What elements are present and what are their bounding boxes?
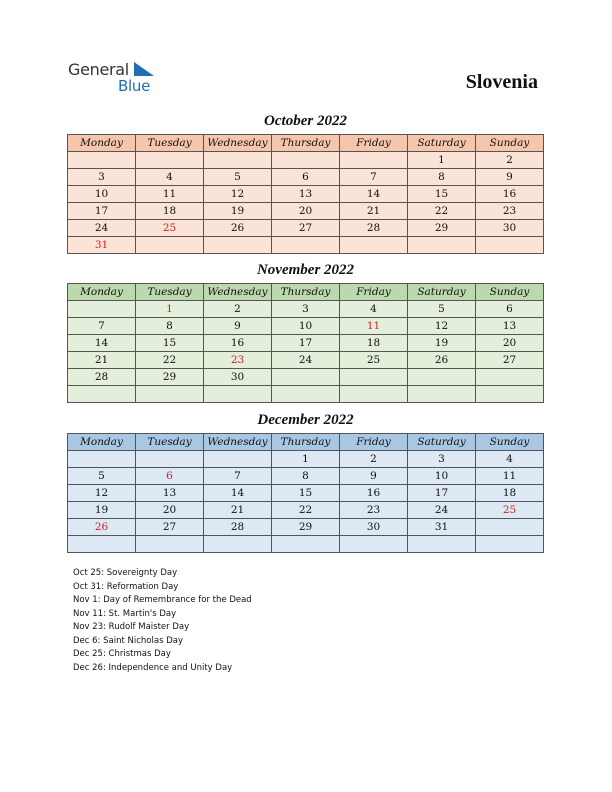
day-cell: 9 [204, 318, 272, 335]
day-cell: 2 [340, 451, 408, 468]
day-cell: 14 [340, 186, 408, 203]
weekday-header: Tuesday [136, 284, 204, 301]
week-row [68, 386, 544, 403]
day-cell [68, 301, 136, 318]
day-cell: 5 [408, 301, 476, 318]
day-cell: 29 [272, 519, 340, 536]
day-cell [204, 152, 272, 169]
day-cell [408, 369, 476, 386]
weekday-header: Sunday [476, 135, 544, 152]
day-cell: 16 [340, 485, 408, 502]
day-cell: 12 [408, 318, 476, 335]
day-cell: 25 [340, 352, 408, 369]
day-cell: 29 [408, 220, 476, 237]
week-row [68, 152, 544, 169]
holiday-note: Dec 6: Saint Nicholas Day [73, 635, 183, 646]
month-title: November 2022 [256, 262, 355, 278]
week-row [68, 502, 544, 519]
day-cell: 10 [408, 468, 476, 485]
day-cell: 11 [136, 186, 204, 203]
day-cell: 18 [476, 485, 544, 502]
day-cell: 23 [340, 502, 408, 519]
day-cell: 20 [476, 335, 544, 352]
day-cell [272, 152, 340, 169]
day-cell: 31 [68, 237, 136, 254]
day-cell: 12 [204, 186, 272, 203]
day-cell: 21 [340, 203, 408, 220]
day-cell: 27 [272, 220, 340, 237]
day-cell: 29 [136, 369, 204, 386]
day-cell: 4 [136, 169, 204, 186]
day-cell: 24 [68, 220, 136, 237]
day-cell: 5 [204, 169, 272, 186]
weekday-header: Wednesday [204, 135, 272, 152]
calendar-table [67, 433, 544, 553]
day-cell: 16 [204, 335, 272, 352]
day-cell: 17 [68, 203, 136, 220]
week-row [68, 335, 544, 352]
weekday-header: Tuesday [136, 135, 204, 152]
day-cell: 13 [476, 318, 544, 335]
day-cell: 16 [476, 186, 544, 203]
day-cell: 13 [136, 485, 204, 502]
day-cell: 3 [68, 169, 136, 186]
day-cell: 12 [68, 485, 136, 502]
week-row [68, 318, 544, 335]
day-cell: 30 [476, 220, 544, 237]
day-cell: 26 [204, 220, 272, 237]
day-cell: 2 [476, 152, 544, 169]
day-cell: 22 [136, 352, 204, 369]
day-cell: 15 [272, 485, 340, 502]
day-cell [272, 369, 340, 386]
day-cell: 11 [476, 468, 544, 485]
day-cell [340, 536, 408, 553]
week-row [68, 468, 544, 485]
day-cell: 2 [204, 301, 272, 318]
day-cell [408, 237, 476, 254]
day-cell [204, 386, 272, 403]
day-cell: 13 [272, 186, 340, 203]
month-november [67, 261, 544, 403]
month-title: December 2022 [257, 412, 354, 428]
day-cell [272, 386, 340, 403]
week-row [68, 186, 544, 203]
day-cell: 24 [408, 502, 476, 519]
day-cell: 27 [476, 352, 544, 369]
week-row [68, 536, 544, 553]
day-cell [68, 152, 136, 169]
day-cell: 21 [68, 352, 136, 369]
day-cell [136, 536, 204, 553]
day-cell: 17 [408, 485, 476, 502]
month-december [67, 411, 544, 553]
day-cell [136, 237, 204, 254]
day-cell: 19 [204, 203, 272, 220]
day-cell [476, 519, 544, 536]
weekday-header: Monday [68, 135, 136, 152]
day-cell: 3 [408, 451, 476, 468]
country-title: Slovenia [465, 71, 538, 93]
day-cell: 14 [68, 335, 136, 352]
day-cell: 14 [204, 485, 272, 502]
day-cell: 15 [408, 186, 476, 203]
holiday-note: Dec 25: Christmas Day [73, 649, 171, 659]
day-cell: 20 [136, 502, 204, 519]
day-cell: 30 [340, 519, 408, 536]
day-cell [204, 451, 272, 468]
day-cell: 10 [272, 318, 340, 335]
day-cell: 5 [68, 468, 136, 485]
week-row [68, 169, 544, 186]
day-cell: 1 [408, 152, 476, 169]
day-cell: 30 [204, 369, 272, 386]
logo-triangle-icon [134, 62, 154, 76]
weekday-header: Sunday [476, 284, 544, 301]
day-cell [340, 369, 408, 386]
day-cell [136, 451, 204, 468]
day-cell [204, 237, 272, 254]
day-cell: 10 [68, 186, 136, 203]
day-cell: 4 [340, 301, 408, 318]
holiday-note: Nov 23: Rudolf Maister Day [73, 622, 190, 632]
weekday-header: Thursday [272, 434, 340, 451]
weekday-header: Tuesday [136, 434, 204, 451]
day-cell [408, 386, 476, 403]
holiday-note: Oct 25: Sovereignty Day [73, 568, 178, 578]
day-cell [340, 152, 408, 169]
day-cell: 6 [272, 169, 340, 186]
day-cell [408, 536, 476, 553]
weekday-header: Wednesday [204, 284, 272, 301]
week-row [68, 220, 544, 237]
day-cell: 28 [340, 220, 408, 237]
holiday-note: Nov 11: St. Martin's Day [73, 608, 177, 619]
day-cell: 19 [68, 502, 136, 519]
day-cell: 1 [136, 301, 204, 318]
day-cell: 28 [68, 369, 136, 386]
week-row [68, 237, 544, 254]
day-cell: 3 [272, 301, 340, 318]
week-row [68, 519, 544, 536]
day-cell: 23 [476, 203, 544, 220]
weekday-header: Monday [68, 284, 136, 301]
day-cell: 6 [136, 468, 204, 485]
day-cell [68, 386, 136, 403]
week-row [68, 352, 544, 369]
calendar-table [67, 283, 544, 403]
day-cell: 25 [136, 220, 204, 237]
day-cell: 31 [408, 519, 476, 536]
holiday-note: Oct 31: Reformation Day [73, 581, 179, 592]
week-row [68, 301, 544, 318]
weekday-header: Saturday [408, 135, 476, 152]
day-cell: 20 [272, 203, 340, 220]
holiday-notes [73, 567, 252, 675]
day-cell [476, 536, 544, 553]
week-row [68, 203, 544, 220]
day-cell [272, 237, 340, 254]
month-title: October 2022 [264, 113, 347, 129]
weekday-header: Thursday [272, 284, 340, 301]
weekday-header: Monday [68, 434, 136, 451]
day-cell: 25 [476, 502, 544, 519]
weekday-header: Thursday [272, 135, 340, 152]
day-cell: 17 [272, 335, 340, 352]
day-cell [476, 369, 544, 386]
day-cell: 26 [68, 519, 136, 536]
weekday-header: Sunday [476, 434, 544, 451]
day-cell: 11 [340, 318, 408, 335]
day-cell: 8 [136, 318, 204, 335]
day-cell: 8 [408, 169, 476, 186]
day-cell [204, 536, 272, 553]
day-cell: 22 [408, 203, 476, 220]
weekday-header: Friday [340, 434, 408, 451]
day-cell: 28 [204, 519, 272, 536]
holiday-note: Dec 26: Independence and Unity Day [73, 662, 233, 673]
day-cell [68, 536, 136, 553]
day-cell: 1 [272, 451, 340, 468]
day-cell [136, 152, 204, 169]
weekday-header: Friday [340, 284, 408, 301]
day-cell: 6 [476, 301, 544, 318]
week-row [68, 369, 544, 386]
week-row [68, 451, 544, 468]
day-cell [476, 386, 544, 403]
weekday-header: Wednesday [204, 434, 272, 451]
day-cell: 27 [136, 519, 204, 536]
day-cell [476, 237, 544, 254]
day-cell: 15 [136, 335, 204, 352]
day-cell: 23 [204, 352, 272, 369]
day-cell: 7 [340, 169, 408, 186]
logo-text-general: General [68, 60, 129, 79]
day-cell: 19 [408, 335, 476, 352]
day-cell: 21 [204, 502, 272, 519]
calendar-table [67, 134, 544, 254]
day-cell: 24 [272, 352, 340, 369]
day-cell: 22 [272, 502, 340, 519]
day-cell: 4 [476, 451, 544, 468]
logo [68, 60, 168, 100]
day-cell: 9 [340, 468, 408, 485]
day-cell [272, 536, 340, 553]
day-cell: 9 [476, 169, 544, 186]
day-cell [340, 237, 408, 254]
day-cell: 18 [340, 335, 408, 352]
day-cell: 7 [68, 318, 136, 335]
weekday-header: Saturday [408, 434, 476, 451]
day-cell: 18 [136, 203, 204, 220]
day-cell [340, 386, 408, 403]
day-cell: 7 [204, 468, 272, 485]
month-october [67, 112, 544, 254]
weekday-header: Friday [340, 135, 408, 152]
weekday-header: Saturday [408, 284, 476, 301]
day-cell [68, 451, 136, 468]
day-cell [136, 386, 204, 403]
week-row [68, 485, 544, 502]
logo-text-blue: Blue [118, 77, 150, 95]
holiday-note: Nov 1: Day of Remembrance for the Dead [73, 595, 252, 605]
day-cell: 26 [408, 352, 476, 369]
day-cell: 8 [272, 468, 340, 485]
